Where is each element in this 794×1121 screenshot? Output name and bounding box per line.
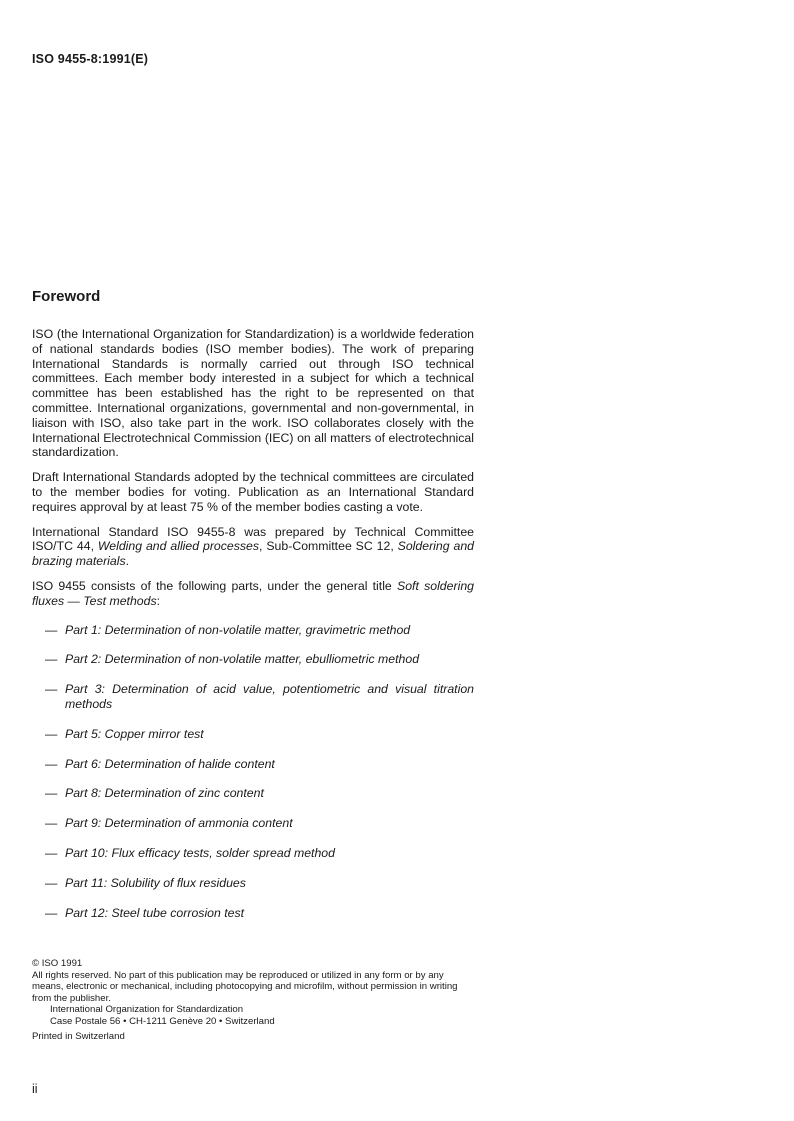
part-title: Part 10: Flux efficacy tests, solder spread method (65, 845, 335, 860)
para4-text-pre: ISO 9455 consists of the following parts, under the general title (32, 578, 397, 593)
organization-name: International Organization for Standardization (50, 1004, 244, 1016)
part-title: Part 3: Determination of acid value, potentiometric and visual titration methods (65, 682, 474, 711)
copyright-notice: © ISO 1991 (32, 958, 83, 969)
document-id-header: ISO 9455-8:1991(E) (32, 52, 149, 66)
subcommittee-name: Soldering and brazing materials (32, 539, 475, 569)
part-title: Part 11: Solubility of flux residues (65, 875, 246, 890)
rights-statement: All rights reserved. No part of this publication may be reproduced or utilized in any form or by any means, electronic or mechanical, including photocopying and microfilm, without permission in writing from the publisher. (32, 969, 458, 1004)
list-dash: — (45, 905, 58, 920)
general-title: Soft soldering fluxes — Test methods (32, 578, 474, 608)
para3-text-pre: International Standard ISO 9455-8 was prepared by Technical Committee ISO/TC 44, (32, 524, 474, 554)
para4-text-post: : (156, 593, 161, 608)
list-item (32, 682, 474, 712)
list-item (32, 786, 474, 801)
list-item (32, 876, 474, 891)
printed-in: Printed in Switzerland (32, 1030, 125, 1042)
part-title: Part 6: Determination of halide content (65, 756, 275, 771)
list-item (32, 623, 474, 638)
committee-name: Welding and allied processes (97, 539, 260, 554)
part-title: Part 12: Steel tube corrosion test (65, 905, 245, 920)
list-item (32, 727, 474, 742)
foreword-body (32, 327, 474, 935)
foreword-paragraph-1: ISO (the International Organization for Standardization) is a worldwide federation of national standards bodies (ISO member bodies). The work of preparing International Standards is normally carried out through ISO technical committees. Each member body interested in a subject for which a technical committee has been established has the right to be represented on that committee. International organizations, governmental and non-governmental, in liaison with ISO, also take part in the work. ISO collaborates closely with the International Electrotechnical Commission (IEC) on all matters of electrotechnical standardization. (32, 327, 474, 460)
list-dash: — (45, 682, 58, 697)
copyright-block (32, 958, 476, 1042)
foreword-paragraph-4 (32, 579, 474, 609)
para3-text-post: . (125, 554, 130, 569)
list-dash: — (45, 786, 58, 801)
list-dash: — (45, 726, 58, 741)
list-dash: — (45, 816, 58, 831)
page-number: ii (32, 1082, 38, 1096)
list-dash: — (45, 875, 58, 890)
list-item (32, 816, 474, 831)
list-item (32, 906, 474, 921)
list-item (32, 846, 474, 861)
list-dash: — (45, 756, 58, 771)
organization-address: Case Postale 56 • CH-1211 Genève 20 • Switzerland (50, 1015, 275, 1027)
list-dash: — (45, 622, 58, 637)
foreword-paragraph-3 (32, 525, 474, 569)
part-title: Part 2: Determination of non-volatile matter, ebulliometric method (65, 652, 420, 667)
para3-text-mid: , Sub-Committee SC 12, (259, 539, 398, 554)
part-title: Part 1: Determination of non-volatile matter, gravimetric method (65, 622, 411, 637)
part-title: Part 9: Determination of ammonia content (65, 816, 293, 831)
parts-list (32, 623, 474, 921)
part-title: Part 8: Determination of zinc content (65, 786, 264, 801)
list-dash: — (45, 652, 58, 667)
list-item (32, 652, 474, 667)
list-dash: — (45, 845, 58, 860)
list-item (32, 757, 474, 772)
foreword-heading: Foreword (32, 288, 101, 305)
part-title: Part 5: Copper mirror test (65, 726, 204, 741)
foreword-paragraph-2: Draft International Standards adopted by the technical committees are circulated to the member bodies for voting. Publication as an International Standard requires approval by at least 75 % of the member bodies casting a vote. (32, 470, 474, 514)
